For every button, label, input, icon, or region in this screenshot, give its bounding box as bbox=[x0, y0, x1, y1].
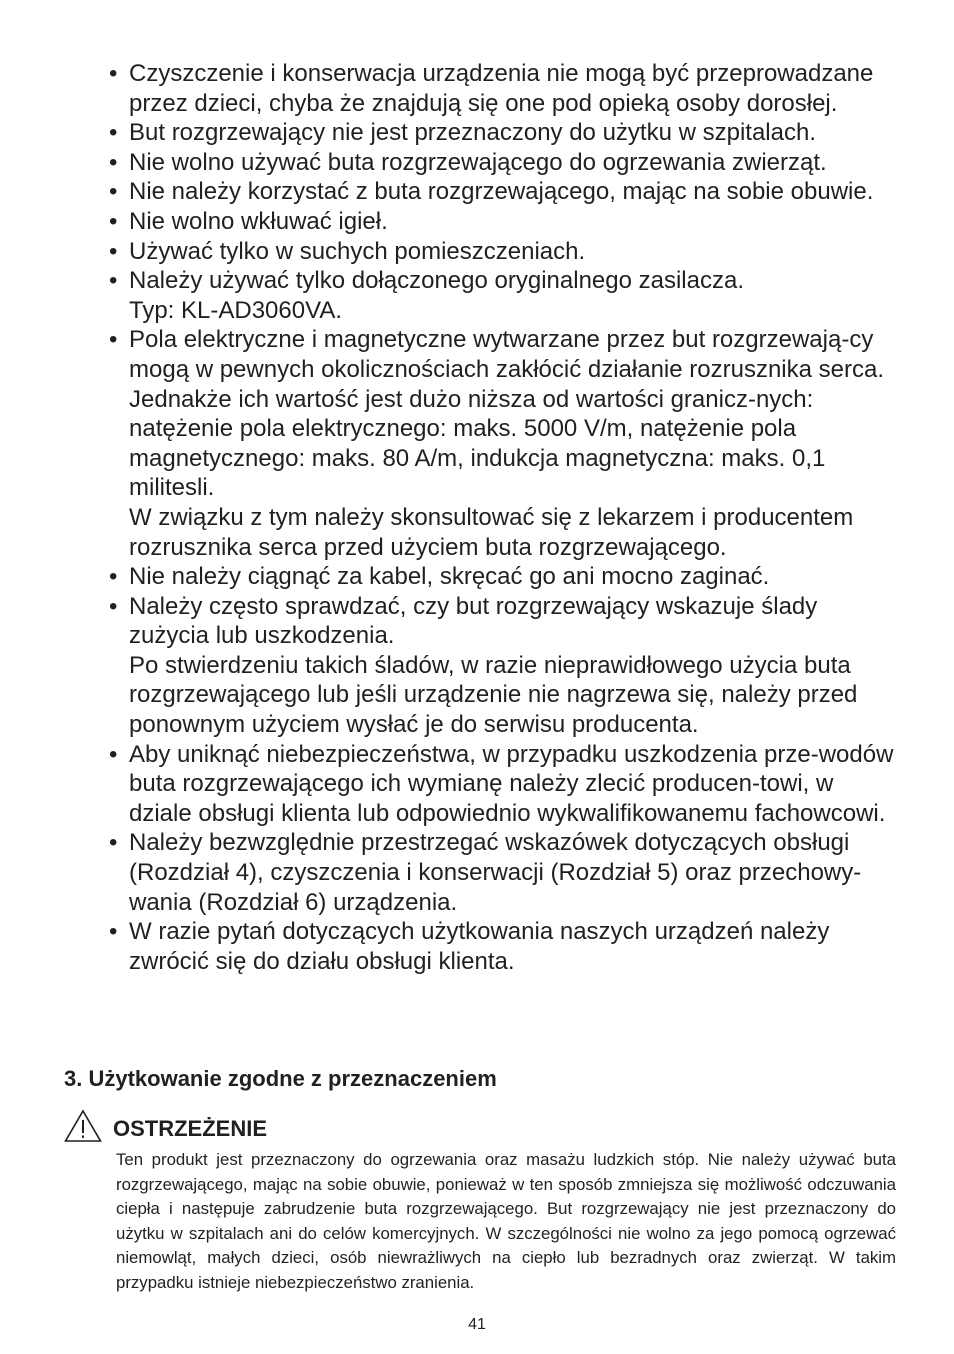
warning-title: OSTRZEŻENIE bbox=[113, 1116, 268, 1141]
bullet-text: Pola elektryczne i magnetyczne wytwarzane przez but rozgrzewają-cy mogą w pewnych okolicznościach zakłócić działanie rozrusznika serca. Jednakże ich wartość jest dużo niższa od wartości granicz-nych: natężenie pola elektrycznego: maks. 5000 V/m, natężenie pola magnetycznego: maks. 80 A/m, indukcja magnetyczna: maks. 0,1 militesli. bbox=[129, 326, 885, 502]
bullet-text: Należy używać tylko dołączonego oryginalnego zasilacza. bbox=[129, 267, 744, 295]
bullet-item bbox=[109, 325, 899, 562]
bullet-marker: • bbox=[109, 267, 118, 295]
bullet-text: Nie wolno używać buta rozgrzewającego do ogrzewania zwierząt. bbox=[129, 148, 827, 176]
bullet-text: W razie pytań dotyczących użytkowania naszych urządzeń należy zwrócić się do działu obsługi klienta. bbox=[129, 918, 830, 975]
warning-text: Ten produkt jest przeznaczony do ogrzewania oraz masażu ludzkich stóp. Nie należy używać buta rozgrzewającego, mając na sobie obuwie, ponieważ w ten sposób zmniejsza się możliwość odczuwania ciepła i następuje zabrudzenie buta rozgrzewającego. But rozgrzewający nie jest przeznaczony do użytku w szpitalach ani do celów komercyjnych. W szczególności nie wolno za jego pomocą ogrzewać niemowląt, małych dzieci, osób niewrażliwych na ciepło lub bezradnych oraz zwierząt. W takim przypadku istnieje niebezpieczeństwo zranienia. bbox=[116, 1150, 896, 1292]
section-heading: 3. Użytkowanie zgodne z przeznaczeniem bbox=[64, 1066, 497, 1091]
bullet-marker: • bbox=[109, 829, 118, 857]
safety-bullet-list bbox=[109, 59, 899, 976]
bullet-text: Należy bezwzględnie przestrzegać wskazówek dotyczących obsługi (Rozdział 4), czyszczenia i konserwacji (Rozdział 5) oraz przechowy-wania (Rozdział 6) urządzenia. bbox=[129, 829, 862, 916]
warning-triangle-icon bbox=[64, 1109, 102, 1143]
bullet-text: Po stwierdzeniu takich śladów, w razie nieprawidłowego użycia buta rozgrzewającego lub jeśli urządzenie nie nagrzewa się, należy przed ponownym użyciem wysłać je do serwisu producenta. bbox=[129, 651, 858, 739]
bullet-item bbox=[109, 237, 899, 267]
bullet-marker: • bbox=[109, 592, 118, 620]
bullet-text: Nie należy korzystać z buta rozgrzewającego, mając na sobie obuwie. bbox=[129, 178, 874, 206]
bullet-item bbox=[109, 148, 899, 178]
bullet-item bbox=[109, 177, 899, 207]
bullet-item bbox=[109, 917, 899, 976]
bullet-marker: • bbox=[109, 237, 118, 265]
bullet-marker: • bbox=[109, 326, 118, 354]
bullet-marker: • bbox=[109, 178, 118, 206]
bullet-item bbox=[109, 118, 899, 148]
bullet-text: Należy często sprawdzać, czy but rozgrzewający wskazuje ślady zużycia lub uszkodzenia. bbox=[129, 592, 818, 650]
bullet-text: Nie wolno wkłuwać igieł. bbox=[129, 207, 388, 235]
bullet-text: Czyszczenie i konserwacja urządzenia nie mogą być przeprowadzane przez dzieci, chyba że znajdują się one pod opieką osoby dorosłej. bbox=[129, 60, 874, 117]
bullet-item bbox=[109, 740, 899, 829]
page-number: 41 bbox=[468, 1316, 486, 1333]
bullet-text: W związku z tym należy skonsultować się z lekarzem i producentem rozrusznika serca przed użyciem buta rozgrzewającego. bbox=[129, 503, 854, 561]
bullet-marker: • bbox=[109, 563, 118, 591]
bullet-item bbox=[109, 266, 899, 325]
warning-header bbox=[64, 1108, 267, 1144]
bullet-item bbox=[109, 207, 899, 237]
bullet-marker: • bbox=[109, 918, 118, 946]
bullet-item bbox=[109, 562, 899, 592]
bullet-text: Aby uniknąć niebezpieczeństwa, w przypadku uszkodzenia prze-wodów buta rozgrzewającego ich wymianę należy zlecić producen-towi, w dziale obsługi klienta lub odpowiednio wykwalifikowanemu fachowcowi. bbox=[129, 740, 894, 827]
bullet-item bbox=[109, 592, 899, 740]
bullet-marker: • bbox=[109, 148, 118, 176]
bullet-marker: • bbox=[109, 60, 118, 87]
bullet-marker: • bbox=[109, 119, 118, 147]
bullet-text: Typ: KL-AD3060VA. bbox=[129, 296, 342, 324]
bullet-item bbox=[109, 828, 899, 917]
bullet-text: Nie należy ciągnąć za kabel, skręcać go ani mocno zaginać. bbox=[129, 563, 770, 591]
bullet-text: Używać tylko w suchych pomieszczeniach. bbox=[129, 237, 586, 265]
bullet-text: But rozgrzewający nie jest przeznaczony do użytku w szpitalach. bbox=[129, 119, 816, 147]
bullet-marker: • bbox=[109, 207, 118, 235]
bullet-marker: • bbox=[109, 740, 118, 768]
bullet-item bbox=[109, 59, 899, 118]
